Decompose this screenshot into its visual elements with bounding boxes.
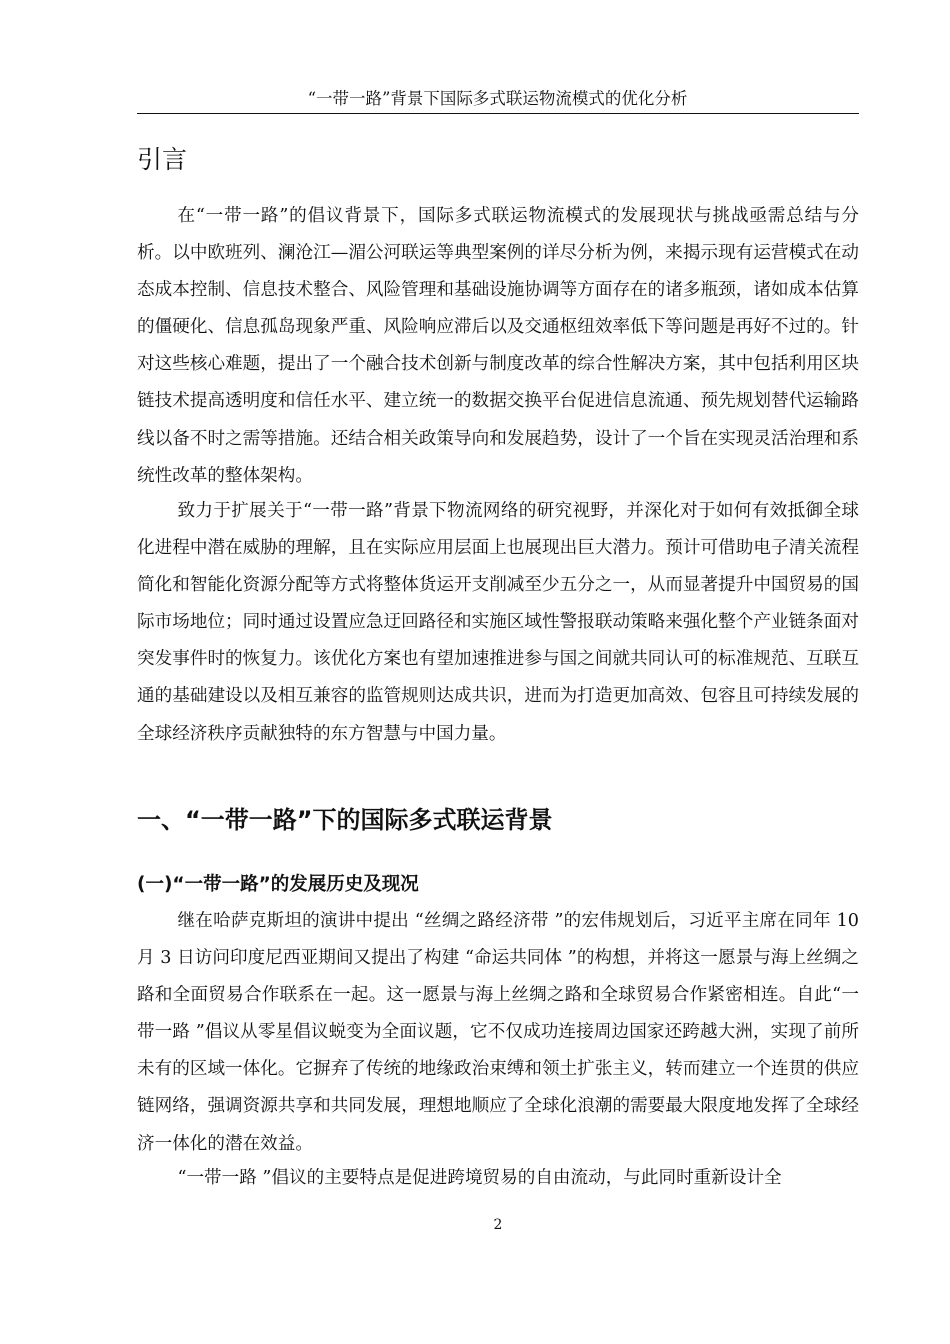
subsection-1-heading: (一)“一带一路”的发展历史及现况 [137,874,419,895]
section-1-heading: 一、“一带一路”下的国际多式联运背景 [137,806,553,834]
intro-paragraph-2: 致力于扩展关于“一带一路”背景下物流网络的研究视野，并深化对于如何有效抵御全球化进程中潜在威胁的理解，且在实际应用层面上也展现出巨大潜力。预计可借助电子清关流程简化和智能化资源分配等方式将整体货运开支削减至少五分之一，从而显著提升中国贸易的国际市场地位；同时通过设置应急迂回路径和实施区域性警报联动策略来强化整个产业链条面对突发事件时的恢复力。该优化方案也有望加速推进参与国之间就共同认可的标准规范、互联互通的基础建设以及相互兼容的监管规则达成共识，进而为打造更加高效、包容且可持续发展的全球经济秩序贡献独特的东方智慧与中国力量。 [137,501,859,744]
subsection-1-paragraph-1: 继在哈萨克斯坦的演讲中提出 “丝绸之路经济带 ”的宏伟规划后，习近平主席在同年 10 月 3 日访问印度尼西亚期间又提出了构建 “命运共同体 ”的构想，并将这一愿景与海上丝绸之路和全面贸易合作联系在一起。这一愿景与海上丝绸之路和全球贸易合作紧密相连。自此“一带一路 ”倡议从零星倡议蜕变为全面议题，它不仅成功连接周边国家还跨越大洲，实现了前所未有的区域一体化。它摒弃了传统的地缘政治束缚和领土扩张主义，转而建立一个连贯的供应链网络，强调资源共享和共同发展，理想地顺应了全球化浪潮的需要最大限度地发挥了全球经济一体化的潜在效益。 [137,911,859,1154]
intro-heading: 引言 [137,145,188,174]
page-number: 2 [493,1217,503,1233]
running-header: “一带一路”背景下国际多式联运物流模式的优化分析 [307,89,688,108]
intro-paragraph-1: 在“一带一路”的倡议背景下，国际多式联运物流模式的发展现状与挑战亟需总结与分析。以中欧班列、澜沧江—湄公河联运等典型案例的详尽分析为例，来揭示现有运营模式在动态成本控制、信息技术整合、风险管理和基础设施协调等方面存在的诸多瓶颈，诸如成本估算的僵硬化、信息孤岛现象严重、风险响应滞后以及交通枢纽效率低下等问题是再好不过的。针对这些核心难题，提出了一个融合技术创新与制度改革的综合性解决方案，其中包括利用区块链技术提高透明度和信任水平、建立统一的数据交换平台促进信息流通、预先规划替代运输路线以备不时之需等措施。还结合相关政策导向和发展趋势，设计了一个旨在实现灵活治理和系统性改革的整体架构。 [137,206,859,486]
header-rule [137,113,859,114]
subsection-1-paragraph-2: “一带一路 ”倡议的主要特点是促进跨境贸易的自由流动，与此同时重新设计全 [177,1168,782,1188]
